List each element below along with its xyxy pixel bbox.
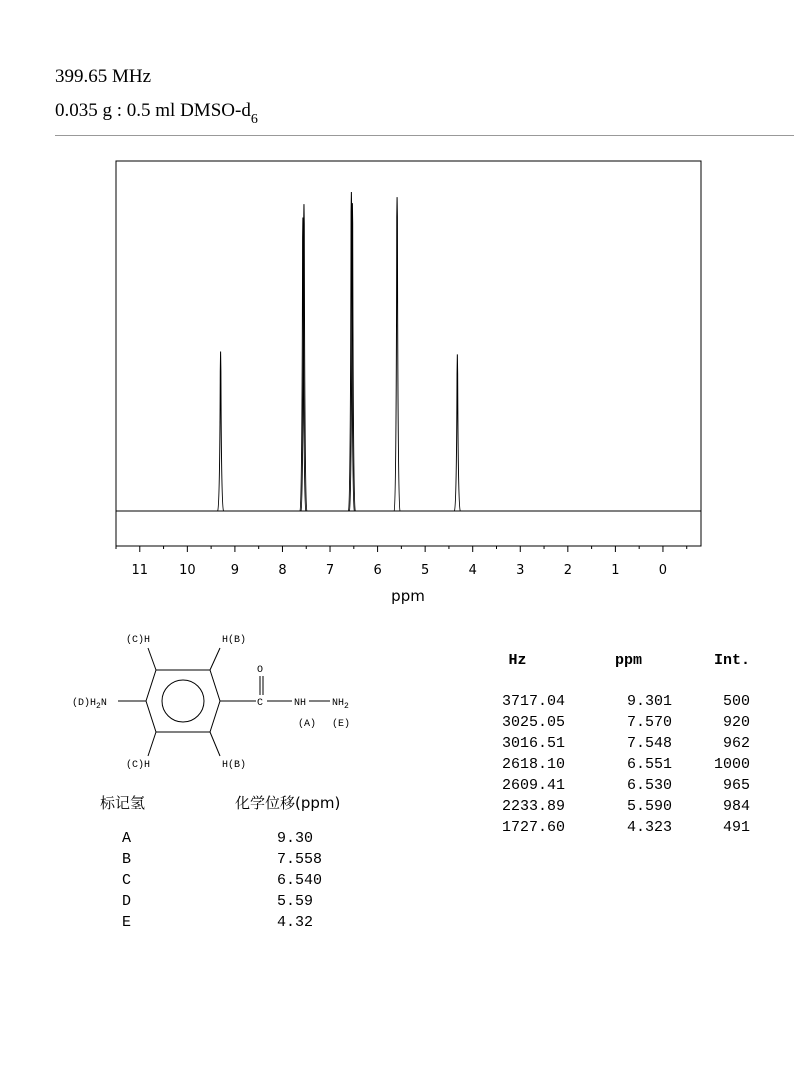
- x-tick-label: 5: [421, 563, 430, 578]
- ring-hexagon: [146, 670, 220, 732]
- label-a: (A): [298, 719, 317, 730]
- bond-h-b-bottom: [210, 732, 220, 756]
- label-nh: NH: [294, 698, 307, 709]
- assign-shift: 6.540: [277, 872, 323, 889]
- spectrum-peaks: [218, 192, 461, 511]
- peak-hz: 3016.51: [501, 735, 565, 752]
- label-e: (E): [332, 719, 351, 730]
- label-d-sub: 2: [96, 702, 101, 711]
- spectrum-peak: [454, 354, 460, 511]
- x-tick-label: 6: [373, 563, 382, 578]
- label-o: O: [257, 665, 264, 676]
- peak-int: 965: [722, 777, 750, 794]
- peak-ppm: 6.530: [626, 777, 672, 794]
- x-tick-label: 7: [325, 563, 335, 578]
- plot-frame: [116, 161, 701, 546]
- peak-row: [440, 712, 750, 733]
- x-axis-ticks: [116, 546, 687, 578]
- spectrometer-frequency: 399.65 MHz: [55, 66, 152, 87]
- peak-int: 984: [722, 798, 750, 815]
- peak-row: [440, 733, 750, 754]
- assign-label: A: [122, 830, 132, 847]
- x-axis-label: ppm: [391, 587, 425, 605]
- x-tick-label: 0: [658, 563, 668, 578]
- assign-header-shift: 化学位移(ppm): [235, 794, 341, 812]
- peak-table-body: [440, 671, 750, 838]
- label-nh2: [332, 698, 349, 711]
- peak-ppm: 7.548: [626, 735, 672, 752]
- peak-hz: 2609.41: [501, 777, 565, 794]
- x-tick-label: 8: [278, 563, 287, 578]
- peak-int: 962: [722, 735, 750, 752]
- x-tick-label: 11: [131, 563, 149, 578]
- x-tick-label: 9: [230, 563, 240, 578]
- x-tick-label: 10: [179, 563, 196, 578]
- spectrum-peak: [218, 352, 224, 512]
- ring-aromatic-circle: [162, 680, 204, 722]
- assign-header-label: 标记氢: [100, 794, 146, 812]
- peak-ppm: 9.301: [626, 693, 672, 710]
- peak-row: [440, 817, 750, 838]
- x-tick-label: 4: [468, 563, 477, 578]
- assign-shift: 9.30: [277, 830, 314, 847]
- label-n-text: N: [100, 698, 107, 709]
- label-b-top: H(B): [222, 635, 247, 646]
- peak-hz: 2618.10: [501, 756, 565, 773]
- peak-int: 1000: [713, 756, 750, 773]
- peak-row: [440, 691, 750, 712]
- label-c-bottom: (C)H: [126, 760, 151, 771]
- assign-label: B: [122, 851, 132, 868]
- peak-ppm: 7.570: [626, 714, 672, 731]
- label-d-text: (D)H: [72, 698, 97, 709]
- x-tick-label: 2: [563, 563, 572, 578]
- peak-hz: 1727.60: [501, 819, 565, 836]
- chemical-structure: [60, 628, 460, 788]
- bond-h-c-bottom: [148, 732, 156, 756]
- label-nh2-sub: 2: [344, 702, 349, 711]
- label-d: [72, 697, 107, 711]
- peak-ppm: 4.323: [626, 819, 672, 836]
- label-c-top: (C)H: [126, 635, 151, 646]
- bond-h-c-top: [148, 648, 156, 670]
- sample-main-text: 0.035 g : 0.5 ml DMSO-d: [55, 100, 251, 121]
- peak-ppm: 6.551: [626, 756, 672, 773]
- spacer-cell: [440, 671, 750, 691]
- label-nh2-text: NH: [332, 698, 345, 709]
- assign-label: C: [122, 872, 132, 889]
- x-tick-label: 1: [611, 563, 620, 578]
- header-hz: Hz: [508, 652, 527, 669]
- assign-shift: 5.59: [277, 893, 314, 910]
- bond-h-b-top: [210, 648, 220, 670]
- peak-hz: 2233.89: [501, 798, 565, 815]
- peak-int: 491: [722, 819, 750, 836]
- peak-hz: 3025.05: [501, 714, 565, 731]
- spectrum-peak: [394, 197, 400, 511]
- assign-shift: 4.32: [277, 914, 314, 931]
- peak-ppm: 5.590: [626, 798, 672, 815]
- label-carbon: C: [257, 698, 264, 709]
- assign-label: E: [122, 914, 132, 931]
- peak-row: [440, 775, 750, 796]
- sample-subscript: 6: [250, 112, 258, 127]
- peak-table-grid: [440, 650, 750, 838]
- spacer-row: [440, 671, 750, 691]
- peak-int: 500: [722, 693, 750, 710]
- assign-label: D: [122, 893, 132, 910]
- assign-shift: 7.558: [277, 851, 323, 868]
- header-int: Int.: [713, 652, 750, 669]
- peak-hz: 3717.04: [501, 693, 565, 710]
- peak-int: 920: [722, 714, 750, 731]
- peak-table: [440, 650, 750, 838]
- x-tick-label: 3: [516, 563, 525, 578]
- peak-table-header: [440, 650, 750, 671]
- label-b-bottom: H(B): [222, 760, 247, 771]
- peak-row: [440, 754, 750, 775]
- header-ppm: ppm: [614, 652, 642, 669]
- peak-row: [440, 796, 750, 817]
